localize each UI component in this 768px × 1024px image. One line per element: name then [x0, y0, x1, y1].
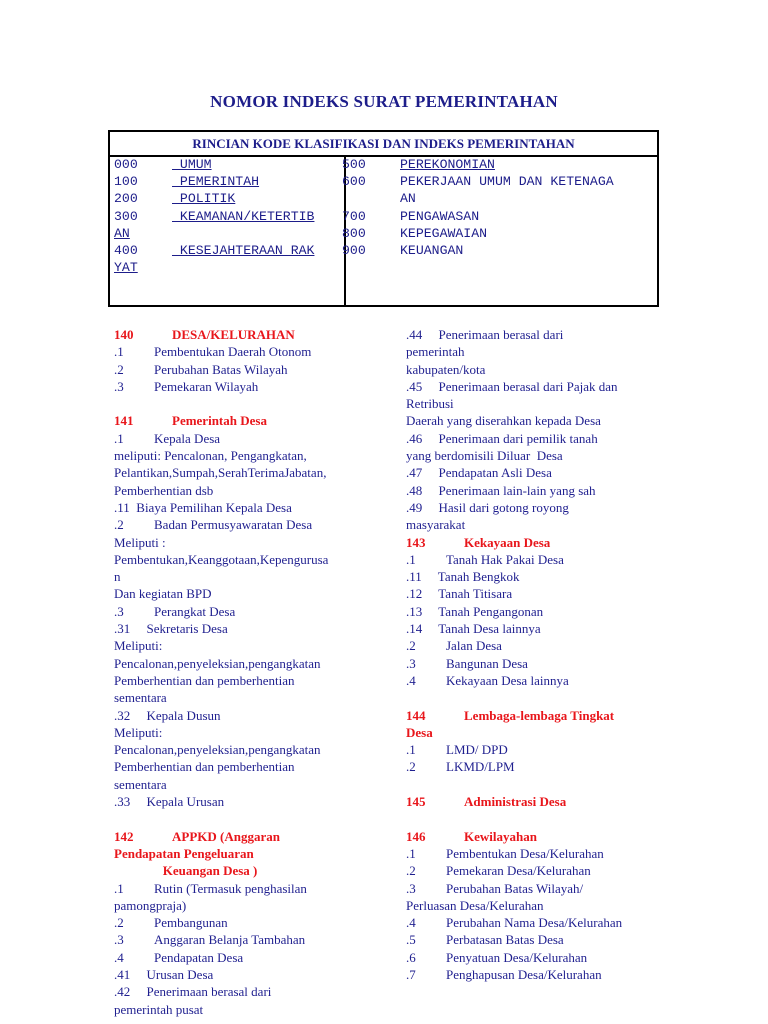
index-text: Perubahan Batas Wilayah [154, 361, 288, 377]
index-text: .41 Urusan Desa [114, 966, 214, 982]
index-number: .3 [114, 932, 124, 948]
index-line [406, 551, 662, 568]
index-text: masyarakat [406, 517, 466, 533]
index-line [114, 672, 366, 689]
index-text: Keuangan Desa ) [114, 863, 258, 879]
index-text: .11 Biaya Pemilihan Kepala Desa [114, 499, 292, 515]
classification-code: 100 [114, 174, 138, 190]
index-text: DESA/KELURAHAN [172, 327, 295, 342]
index-line [114, 343, 366, 360]
classification-label: YAT [114, 260, 138, 276]
classification-label: AN [400, 191, 416, 207]
index-number: 141 [114, 413, 134, 429]
classification-row [114, 190, 342, 207]
classification-code: 600 [342, 174, 366, 190]
index-text: .12 Tanah Titisara [406, 586, 513, 602]
index-number: .1 [406, 551, 416, 567]
index-number: .1 [406, 845, 416, 861]
index-text: .46 Penerimaan dari pemilik tanah [406, 430, 598, 446]
index-text: Pembentukan Desa/Kelurahan [446, 845, 604, 861]
index-line [114, 949, 366, 966]
classification-code: 300 [114, 208, 138, 224]
classification-row [114, 156, 342, 173]
index-line [406, 862, 662, 879]
index-number: .2 [114, 915, 124, 931]
index-text: .45 Penerimaan berasal dari Pajak dan [406, 378, 618, 394]
index-line [114, 551, 366, 568]
index-text: Lembaga-lembaga Tingkat [464, 707, 615, 723]
index-column-left [114, 326, 366, 1018]
index-line [406, 568, 662, 585]
index-text: Pemerintah Desa [172, 413, 267, 429]
index-text: Penyatuan Desa/Kelurahan [446, 949, 588, 965]
index-text: Kekayaan Desa [464, 534, 551, 550]
index-line [406, 655, 662, 672]
index-text: n [114, 569, 121, 585]
section-heading [114, 845, 366, 862]
index-text: Bangunan Desa [446, 655, 528, 671]
classification-row [342, 190, 658, 207]
index-text: Badan Permusyawaratan Desa [154, 517, 313, 533]
index-line [114, 793, 366, 810]
index-line [114, 516, 366, 533]
index-number: .1 [406, 742, 416, 758]
classification-table [108, 130, 659, 307]
index-line [406, 499, 662, 516]
index-line [406, 949, 662, 966]
index-line [406, 447, 662, 464]
index-line [114, 741, 366, 758]
index-text: Kepala Desa [154, 430, 221, 446]
classification-row [114, 208, 342, 225]
index-number: 143 [406, 534, 426, 550]
index-text: Desa [406, 724, 433, 740]
classification-label: PENGAWASAN [400, 208, 480, 224]
index-text: yang berdomisili Diluar Desa [406, 448, 563, 464]
classification-code: 700 [342, 208, 366, 224]
index-line [406, 897, 662, 914]
index-line [406, 326, 662, 343]
index-line [114, 585, 366, 602]
classification-label: PEREKONOMIAN [400, 157, 495, 172]
index-line [406, 516, 662, 533]
index-number: .2 [406, 759, 416, 775]
index-text: Pemberhentian dan pemberhentian [114, 672, 295, 688]
index-number: .6 [406, 949, 416, 965]
spacer [114, 395, 366, 412]
index-line [406, 603, 662, 620]
index-line [406, 880, 662, 897]
index-line [114, 430, 366, 447]
classification-code: 000 [114, 157, 138, 172]
index-number: 142 [114, 828, 134, 844]
index-text: Jalan Desa [446, 638, 502, 654]
index-line [114, 603, 366, 620]
classification-label: PEKERJAAN UMUM DAN KETENAGA [400, 174, 614, 190]
index-number: .2 [114, 361, 124, 377]
index-text: pemerintah [406, 344, 465, 360]
index-text: .13 Tanah Pengangonan [406, 603, 544, 619]
classification-label: POLITIK [172, 191, 236, 207]
classification-row [114, 259, 342, 276]
spacer [406, 689, 662, 706]
classification-row [342, 156, 658, 173]
index-line [114, 776, 366, 793]
classification-label: KEPEGAWAIAN [400, 225, 488, 241]
index-number: .7 [406, 966, 416, 982]
classification-code: 500 [342, 157, 366, 172]
index-text: Pemekaran Desa/Kelurahan [446, 863, 591, 879]
index-number: .2 [114, 517, 124, 533]
index-line [114, 620, 366, 637]
classification-label: KEUANGAN [400, 243, 464, 258]
index-text: Pendapatan Pengeluaran [114, 845, 254, 861]
index-text: Anggaran Belanja Tambahan [154, 932, 306, 948]
index-text: .14 Tanah Desa lainnya [406, 621, 541, 637]
index-text: Dan kegiatan BPD [114, 586, 212, 602]
section-heading [406, 534, 662, 551]
index-number: .4 [114, 949, 124, 965]
index-text: Perangkat Desa [154, 603, 236, 619]
index-line [406, 378, 662, 395]
index-text: Meliputi: [114, 638, 163, 654]
spacer [114, 810, 366, 827]
index-line [406, 343, 662, 360]
index-text: Meliputi : [114, 534, 166, 550]
classification-code: 400 [114, 243, 138, 258]
index-line [114, 758, 366, 775]
index-line [406, 395, 662, 412]
index-line [114, 655, 366, 672]
index-line [114, 534, 366, 551]
page-title: NOMOR INDEKS SURAT PEMERINTAHAN [210, 92, 558, 111]
index-text: Perluasan Desa/Kelurahan [406, 897, 544, 913]
section-heading [114, 862, 366, 879]
index-line [406, 931, 662, 948]
section-heading [406, 724, 662, 741]
index-line [114, 378, 366, 395]
index-line [406, 914, 662, 931]
index-line [114, 464, 366, 481]
classification-row [342, 173, 658, 190]
index-text: .47 Pendapatan Asli Desa [406, 465, 552, 481]
index-line [114, 447, 366, 464]
index-text: Kekayaan Desa lainnya [446, 672, 569, 688]
section-heading [114, 326, 366, 343]
index-line [406, 464, 662, 481]
index-text: Pembangunan [154, 915, 228, 931]
index-line [406, 585, 662, 602]
index-number: 145 [406, 794, 426, 810]
index-number: 144 [406, 707, 426, 723]
index-text: Pemberhentian dsb [114, 482, 214, 498]
index-number: .3 [114, 603, 124, 619]
index-line [114, 1001, 366, 1018]
index-number: 146 [406, 828, 426, 844]
index-line [114, 499, 366, 516]
classification-code: 800 [342, 225, 366, 241]
classification-code: 900 [342, 243, 366, 258]
index-text: .49 Hasil dari gotong royong [406, 499, 569, 515]
classification-row [342, 225, 658, 242]
index-text: LMD/ DPD [446, 742, 508, 758]
classification-row [342, 242, 658, 259]
index-number: .4 [406, 672, 416, 688]
index-text: Pembentukan,Keanggotaan,Kepengurusa [114, 551, 329, 567]
classification-row [114, 173, 342, 190]
section-heading [406, 793, 662, 810]
index-text: Pemekaran Wilayah [154, 378, 259, 394]
index-line [406, 412, 662, 429]
index-number: .3 [114, 378, 124, 394]
index-text: pemerintah pusat [114, 1001, 204, 1017]
index-text: LKMD/LPM [446, 759, 515, 775]
index-text: Pendapatan Desa [154, 949, 244, 965]
index-line [114, 361, 366, 378]
index-number: .5 [406, 932, 416, 948]
index-text: Perbatasan Batas Desa [446, 932, 564, 948]
index-text: .33 Kepala Urusan [114, 794, 225, 810]
index-text: Meliputi: [114, 724, 163, 740]
index-line [406, 741, 662, 758]
index-line [114, 914, 366, 931]
index-number: .1 [114, 344, 124, 360]
index-text: Pencalonan,penyeleksian,pengangkatan [114, 742, 321, 758]
table-header: RINCIAN KODE KLASIFIKASI DAN INDEKS PEMERINTAHAN [110, 132, 657, 157]
index-text: kabupaten/kota [406, 361, 486, 377]
index-line [114, 637, 366, 654]
index-text: Retribusi [406, 396, 454, 412]
index-number: .4 [406, 915, 416, 931]
index-text: .48 Penerimaan lain-lain yang sah [406, 482, 596, 498]
index-line [406, 672, 662, 689]
index-number: .2 [406, 638, 416, 654]
spacer [406, 776, 662, 793]
classification-label: UMUM [172, 157, 212, 172]
index-text: APPKD (Anggaran [172, 828, 280, 844]
index-text: Penghapusan Desa/Kelurahan [446, 966, 602, 982]
index-line [114, 880, 366, 897]
spacer [406, 810, 662, 827]
index-text: Perubahan Batas Wilayah/ [446, 880, 584, 896]
classification-row [114, 242, 342, 259]
classification-label: PEMERINTAH [172, 174, 260, 190]
section-heading [406, 707, 662, 724]
index-text: .31 Sekretaris Desa [114, 621, 228, 637]
index-line [114, 724, 366, 741]
index-line [406, 361, 662, 378]
classification-label: AN [114, 225, 130, 241]
classification-label: KESEJAHTERAAN RAK [172, 243, 315, 258]
index-number: .1 [114, 430, 124, 446]
index-text: Pemberhentian dan pemberhentian [114, 759, 295, 775]
index-text: meliputi: Pencalonan, Pengangkatan, [114, 448, 307, 464]
classification-label: KEAMANAN/KETERTIB [172, 208, 315, 224]
index-line [406, 845, 662, 862]
index-line [114, 966, 366, 983]
index-number: 140 [114, 327, 134, 342]
classification-code: 200 [114, 191, 138, 207]
index-line [406, 430, 662, 447]
index-line [114, 897, 366, 914]
index-line [114, 983, 366, 1000]
index-text: .11 Tanah Bengkok [406, 569, 520, 585]
index-text: Tanah Hak Pakai Desa [446, 551, 564, 567]
index-line [114, 482, 366, 499]
index-text: pamongpraja) [114, 897, 187, 913]
index-text: Pembentukan Daerah Otonom [154, 344, 312, 360]
section-heading [114, 828, 366, 845]
index-text: Pelantikan,Sumpah,SerahTerimaJabatan, [114, 465, 327, 481]
index-line [406, 482, 662, 499]
index-text: sementara [114, 776, 167, 792]
index-text: Administrasi Desa [464, 794, 567, 810]
index-line [114, 689, 366, 706]
index-text: .32 Kepala Dusun [114, 707, 221, 723]
index-number: .3 [406, 880, 416, 896]
index-number: .1 [114, 880, 124, 896]
index-column-right [406, 326, 662, 983]
index-line [406, 966, 662, 983]
index-text: sementara [114, 690, 167, 706]
section-heading [406, 828, 662, 845]
index-line [406, 620, 662, 637]
index-text: Rutin (Termasuk penghasilan [154, 880, 307, 896]
index-text: .42 Penerimaan berasal dari [114, 984, 272, 1000]
index-number: .3 [406, 655, 416, 671]
index-number: .2 [406, 863, 416, 879]
index-line [406, 637, 662, 654]
index-line [114, 931, 366, 948]
section-heading [114, 412, 366, 429]
index-text: Pencalonan,penyeleksian,pengangkatan [114, 655, 321, 671]
index-text: Daerah yang diserahkan kepada Desa [406, 413, 601, 429]
index-text: Perubahan Nama Desa/Kelurahan [446, 915, 623, 931]
index-line [114, 568, 366, 585]
index-text: .44 Penerimaan berasal dari [406, 327, 564, 342]
classification-row [342, 208, 658, 225]
index-line [406, 758, 662, 775]
index-text: Kewilayahan [464, 828, 537, 844]
index-line [114, 707, 366, 724]
classification-row [114, 225, 342, 242]
